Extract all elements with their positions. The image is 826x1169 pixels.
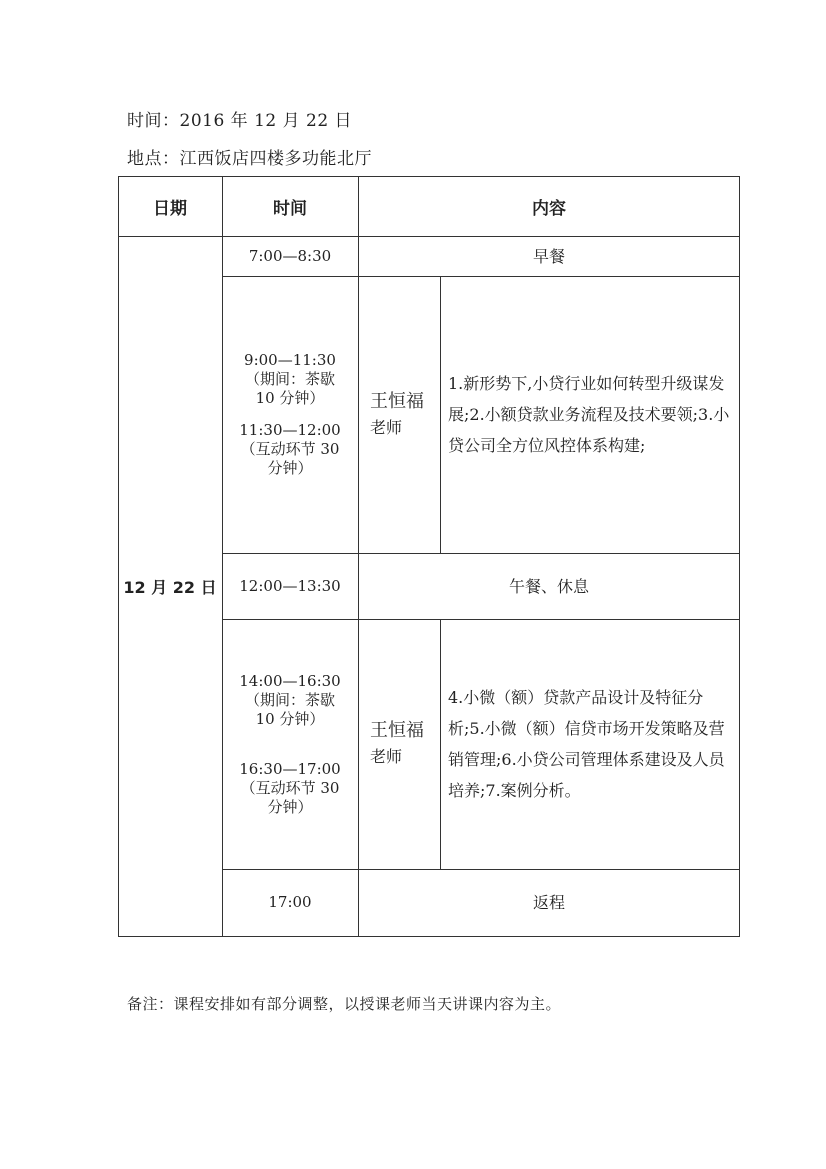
course-content: 1.新形势下,小贷行业如何转型升级谋发展;2.小额贷款业务流程及技术要领;3.小贷公司全方位风控体系构建; bbox=[448, 374, 730, 455]
event-location: 地点：江西饭店四楼多功能北厅 bbox=[127, 149, 372, 169]
time-slot: 9:00—11:30 （期间：茶歇 10 分钟） 11:30—12:00 （互动环节 30 分钟） bbox=[239, 351, 341, 477]
time-slot: 17:00 bbox=[268, 893, 312, 911]
teacher bbox=[358, 276, 440, 553]
schedule-date: 12 月 22 日 bbox=[123, 577, 217, 597]
activity: 早餐 bbox=[532, 246, 565, 266]
teacher-name: 王恒福 bbox=[370, 720, 424, 741]
time-slot: 12:00—13:30 bbox=[239, 576, 341, 595]
time-slot: 14:00—16:30 （期间：茶歇 10 分钟） 16:30—17:00 （互动环节 30 分钟） bbox=[239, 671, 341, 816]
schedule-table bbox=[118, 176, 740, 937]
header-time: 时间 bbox=[273, 198, 307, 219]
header-content: 内容 bbox=[532, 198, 566, 219]
activity: 返程 bbox=[532, 893, 565, 912]
teacher-title: 老师 bbox=[370, 417, 403, 437]
teacher-title: 老师 bbox=[370, 747, 403, 766]
event-time: 时间：2016 年 12 月 22 日 bbox=[127, 111, 353, 131]
teacher bbox=[358, 619, 440, 869]
activity: 午餐、休息 bbox=[508, 576, 589, 596]
teacher-name: 王恒福 bbox=[370, 390, 424, 412]
header-date: 日期 bbox=[153, 198, 187, 219]
time-slot: 7:00—8:30 bbox=[248, 246, 332, 265]
footnote: 备注：课程安排如有部分调整，以授课老师当天讲课内容为主。 bbox=[127, 995, 562, 1013]
course-content: 4.小微（额）贷款产品设计及特征分析;5.小微（额）信贷市场开发策略及营销管理;6.小贷公司管理体系建设及人员培养;7.案例分析。 bbox=[448, 688, 725, 800]
